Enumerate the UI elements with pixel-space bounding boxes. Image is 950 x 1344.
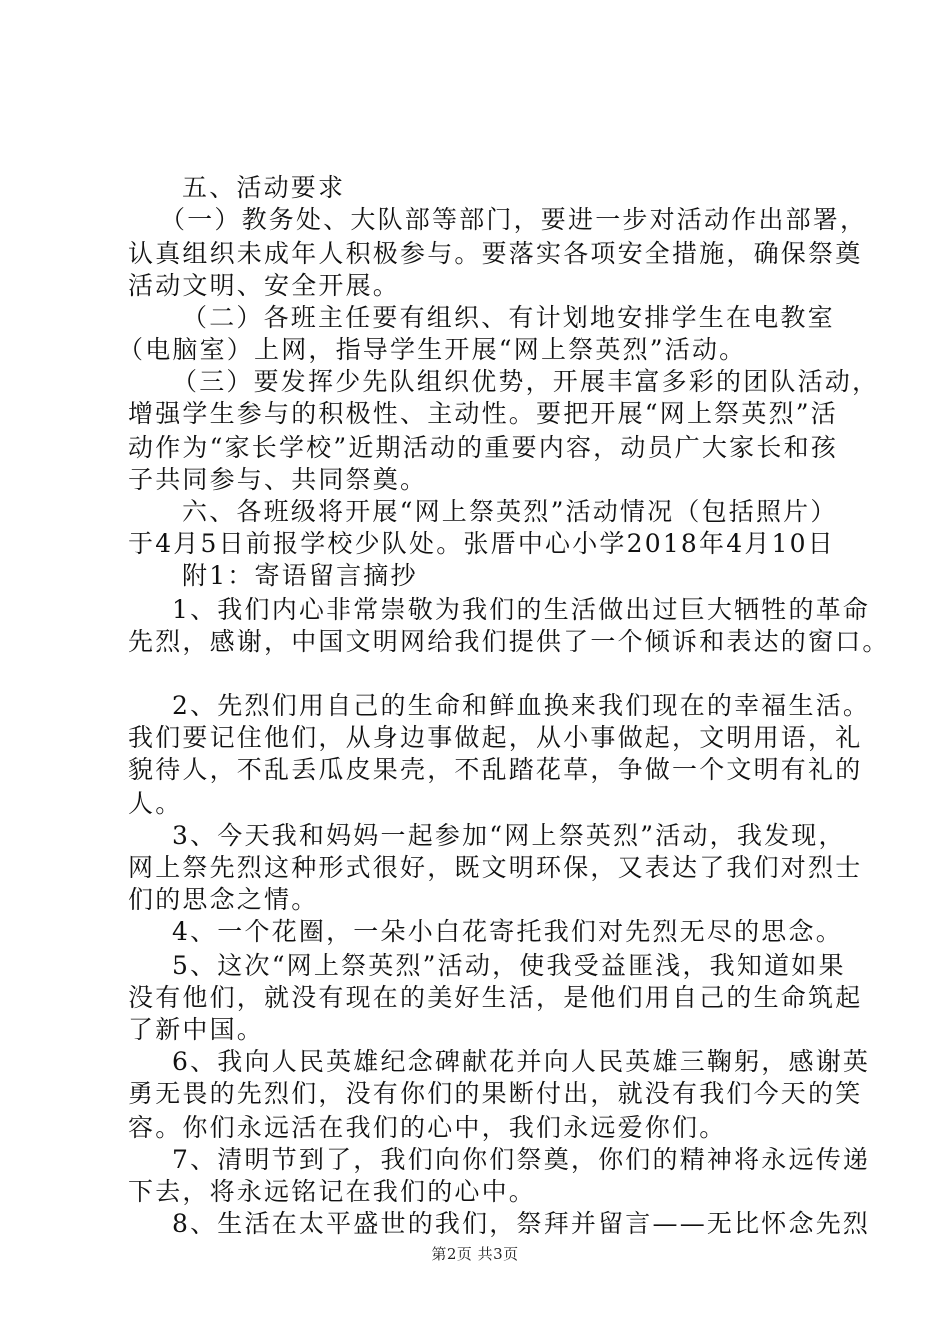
paragraph-line: （一）教务处、大队部等部门，要进一步对活动作出部署， [160, 205, 868, 234]
paragraph-line: （电脑室）上网，指导学生开展“网上祭英烈”活动。 [118, 335, 747, 364]
paragraph-line: （二）各班主任要有组织、有计划地安排学生在电教室 [182, 303, 835, 332]
paragraph-line: 网上祭先烈这种形式很好，既文明环保，又表达了我们对烈士 [128, 853, 863, 882]
section-heading: 附1：寄语留言摘抄 [182, 561, 418, 590]
paragraph-line: 认真组织未成年人积极参与。要落实各项安全措施，确保祭奠 [128, 239, 863, 268]
paragraph-line: 勇无畏的先烈们，没有你们的果断付出，就没有我们今天的笑 [128, 1079, 863, 1108]
paragraph-line: 2、先烈们用自己的生命和鲜血换来我们现在的幸福生活。 [172, 691, 871, 720]
paragraph-line: 于4月5日前报学校少队处。张厝中心小学2018年4月10日 [128, 529, 835, 558]
paragraph-line: 7、清明节到了，我们向你们祭奠，你们的精神将永远传递 [172, 1145, 871, 1174]
paragraph-line: 动作为“家长学校”近期活动的重要内容，动员广大家长和孩 [128, 433, 838, 462]
paragraph-line: 了新中国。 [128, 1015, 265, 1044]
paragraph-line: 1、我们内心非常崇敬为我们的生活做出过巨大牺牲的革命 [172, 595, 871, 624]
paragraph-line: 活动文明、安全开展。 [128, 271, 401, 300]
paragraph-line: 下去，将永远铭记在我们的心中。 [128, 1177, 537, 1206]
page-footer: 第2页 共3页 [431, 1245, 519, 1263]
paragraph-line: 我们要记住他们，从身边事做起，从小事做起，文明用语，礼 [128, 723, 863, 752]
paragraph-line: 没有他们，就没有现在的美好生活，是他们用自己的生命筑起 [128, 983, 863, 1012]
paragraph-line: 8、生活在太平盛世的我们，祭拜并留言——无比怀念先烈 [172, 1209, 871, 1238]
paragraph-line: 们的思念之情。 [128, 885, 319, 914]
paragraph-line: 4、一个花圈，一朵小白花寄托我们对先烈无尽的思念。 [172, 917, 843, 946]
paragraph-line: 6、我向人民英雄纪念碑献花并向人民英雄三鞠躬，感谢英 [172, 1047, 871, 1076]
section-heading: 五、活动要求 [182, 173, 346, 202]
paragraph-line: 增强学生参与的积极性、主动性。要把开展“网上祭英烈”活 [128, 399, 838, 428]
paragraph-line: 子共同参与、共同祭奠。 [128, 465, 428, 494]
paragraph-line: 人。 [128, 789, 183, 818]
paragraph-line: 先烈，感谢，中国文明网给我们提供了一个倾诉和表达的窗口。 [128, 627, 890, 656]
paragraph-line: （三）要发挥少先队组织优势，开展丰富多彩的团队活动， [172, 367, 880, 396]
paragraph-line: 容。你们永远活在我们的心中，我们永远爱你们。 [128, 1113, 727, 1142]
paragraph-line: 5、这次“网上祭英烈”活动，使我受益匪浅，我知道如果 [172, 951, 846, 980]
paragraph-line: 貌待人，不乱丢瓜皮果壳，不乱踏花草，争做一个文明有礼的 [128, 755, 863, 784]
section-heading: 六、各班级将开展“网上祭英烈”活动情况（包括照片） [182, 497, 838, 526]
paragraph-line: 3、今天我和妈妈一起参加“网上祭英烈”活动，我发现， [172, 821, 846, 850]
